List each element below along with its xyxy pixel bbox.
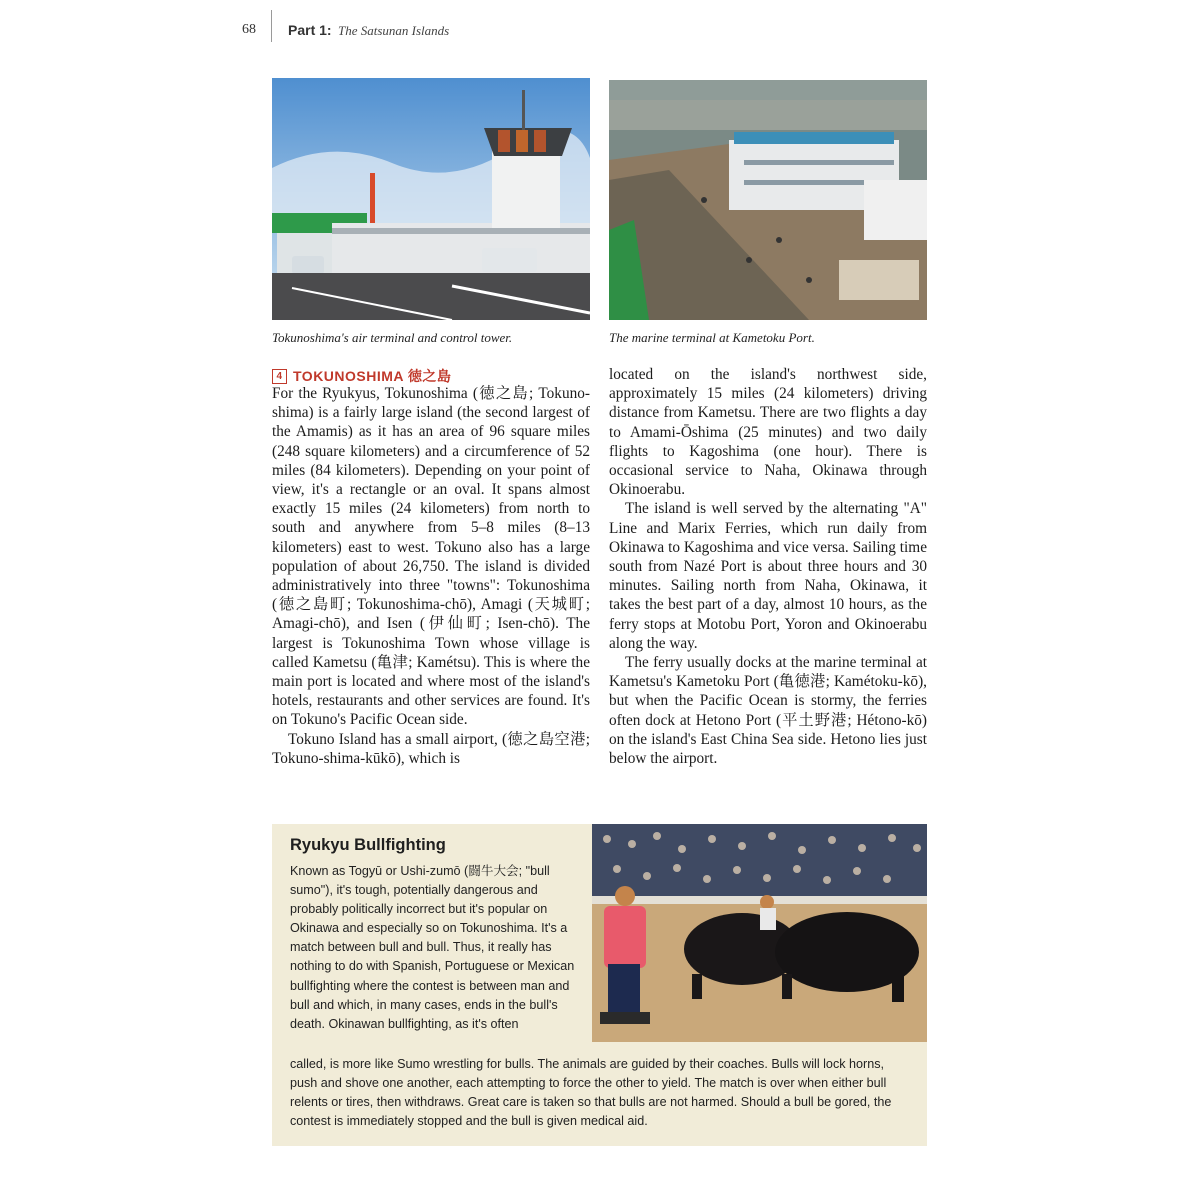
section-heading: [272, 366, 451, 386]
section-title: TOKUNOSHIMA 徳之島: [293, 368, 452, 384]
page-number: 68: [242, 22, 256, 37]
paragraph: located on the island's northwest side, approximately 15 miles (24 kilometers) driving distance from Kametsu. There are two flights a day to Amami-Ōshima (25 minutes) and two daily flights to Kagoshima (one hour). There is occasional service to Naha, Okinawa through Okinoerabu.: [609, 366, 927, 499]
airport-photo: [272, 78, 590, 320]
paragraph: For the Ryukyus, Tokunoshima (徳之島; Tokuno-shima) is a fairly large island (the second largest of the Amamis) as it has an area of 96 square miles (248 square kilometers) and a circumference of 52 miles (84 kilometers). Depending on your point of view, it's a rectangle or an oval. It spans almost exactly 15 miles (24 kilometers) from north to south and anywhere from 5–8 miles (8–13 kilometers) east to west. Tokuno also has a large population of about 26,750. The island is divided administratively into three "towns": Tokunoshima (徳之島町; Tokunoshima-chō), Amagi (天城町; Amagi-chō), and Isen (伊仙町; Isen-chō). The largest is Tokunoshima Town whose village is called Kametsu (亀津; Kamétsu). This is where the main port is located and where most of the island's hotels, restaurants and other services are found. It's on Tokuno's Pacific Ocean side.: [272, 385, 590, 729]
paragraph: The island is well served by the alternating "A" Line and Marix Ferries, which run daily from Okinawa to Kagoshima and vice versa. Sailing time south from Nazé Port is about three hours and 30 minutes. Sailing north from Naha, Okinawa, it takes the best part of a day, almost 10 hours, as the ferry stops at Motobu Port, Yoron and Okinoerabu along the way.: [609, 500, 927, 652]
section-number: 4: [272, 369, 287, 384]
body-column-right: [609, 365, 927, 768]
port-photo-caption: The marine terminal at Kametoku Port.: [609, 330, 815, 345]
header-divider: [271, 10, 272, 42]
port-photo: [609, 80, 927, 320]
sidebar-title: Ryukyu Bullfighting: [290, 836, 446, 854]
sidebar-text-upper: Known as Togyū or Ushi-zumō (闘牛大会; "bull sumo"), it's tough, potentially dangerous and probably politically incorrect but it's popular on Okinawa and especially so on Tokunoshima. It's a match between bull and bull. Thus, it really has nothing to do with Spanish, Portuguese or Mexican bullfighting where the contest is between man and bull and which, in many cases, ends in the bull's death. Okinawan bullfighting, as it's often: [290, 864, 575, 1031]
paragraph: Tokuno Island has a small airport, (徳之島空港; Tokuno-shima-kūkō), which is: [272, 730, 590, 767]
sidebar-text-lower: called, is more like Sumo wrestling for bulls. The animals are guided by their coaches. Bulls will lock horns, push and shove one another, each attempting to force the other to yield. The match is over when either bull relents or tires, then withdraws. Great care is taken so that bulls are not harmed. Should a bull be gored, the contest is immediately stopped and the bull is given medical aid.: [290, 1057, 892, 1129]
paragraph: The ferry usually docks at the marine terminal at Kametsu's Kametoku Port (亀徳港; Kamétoku-kō), but when the Pacific Ocean is stormy, the ferries often dock at Hetono Port (平土野港; Hétono-kō) on the island's East China Sea side. Hetono lies just below the airport.: [609, 654, 927, 768]
body-column-left: [272, 384, 590, 768]
part-label: Part 1:: [288, 22, 332, 38]
airport-photo-caption: Tokunoshima's air terminal and control tower.: [272, 330, 513, 345]
bullfighting-photo: [592, 824, 927, 1042]
part-title: The Satsunan Islands: [338, 23, 450, 38]
